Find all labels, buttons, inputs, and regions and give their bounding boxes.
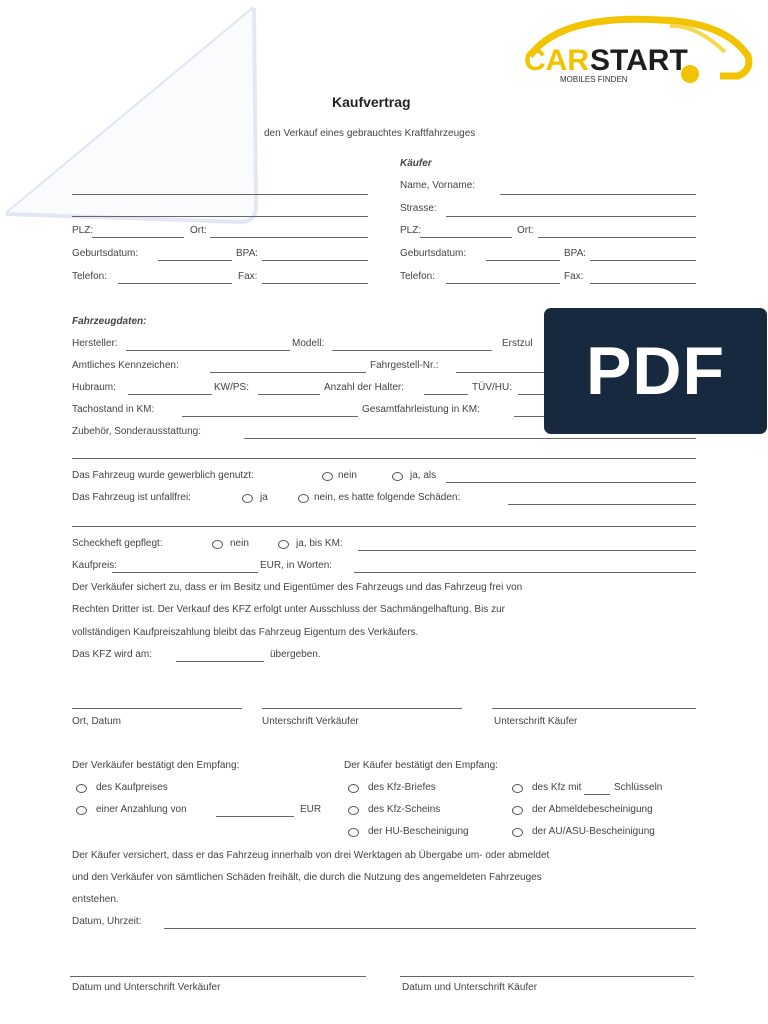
receipt-price-label: des Kaufpreises: [96, 782, 168, 793]
kw-label: KW/PS:: [214, 382, 250, 393]
accident-yes-label: ja: [260, 492, 268, 503]
seller-birth-label: Geburtsdatum:: [72, 248, 139, 259]
terms-line-3: vollständigen Kaufpreiszahlung bleibt das Fahrzeug Eigentum des Verkäufers.: [72, 627, 419, 638]
buyer-signature-label: Unterschrift Käufer: [494, 716, 578, 727]
first-reg-label: Erstzul: [502, 338, 533, 349]
tuv-label: TÜV/HU:: [472, 382, 512, 393]
total-km-field[interactable]: [514, 416, 544, 417]
receipt-hu-checkbox[interactable]: [348, 828, 359, 837]
plate-label: Amtliches Kennzeichen:: [72, 360, 179, 371]
price-field[interactable]: [112, 572, 258, 573]
receipt-keys-label: des Kfz mit: [532, 782, 582, 793]
tuv-field[interactable]: [518, 394, 544, 395]
maker-field[interactable]: [126, 350, 290, 351]
buyer-name-label: Name, Vorname:: [400, 180, 476, 191]
buyer-birth-field[interactable]: [486, 260, 560, 261]
deposit-field[interactable]: [216, 816, 294, 817]
buyer-zip-field[interactable]: [420, 237, 512, 238]
service-yes-radio[interactable]: [278, 540, 289, 549]
final-buyer-signature-line[interactable]: [400, 976, 694, 977]
total-km-label: Gesamtfahrleistung in KM:: [362, 404, 480, 415]
seller-city-label: Ort:: [190, 225, 207, 236]
seller-fax-field[interactable]: [262, 283, 368, 284]
service-no-radio[interactable]: [212, 540, 223, 549]
final-seller-signature-label: Datum und Unterschrift Verkäufer: [72, 982, 221, 993]
commercial-question: Das Fahrzeug wurde gewerblich genutzt:: [72, 470, 254, 481]
damage-field-line2[interactable]: [72, 526, 696, 527]
receipt-abmelde-label: der Abmeldebescheinigung: [532, 804, 653, 815]
buyer-heading: Käufer: [400, 158, 432, 169]
receipt-schein-label: des Kfz-Scheins: [368, 804, 441, 815]
final-buyer-signature-label: Datum und Unterschrift Käufer: [402, 982, 538, 993]
accessories-field-line2[interactable]: [72, 458, 696, 459]
seller-confirms-heading: Der Verkäufer bestätigt den Empfang:: [72, 760, 240, 771]
logo-start-text: START: [590, 44, 688, 77]
logo-tagline: MOBILES FINDEN: [560, 75, 628, 84]
seller-birth-field[interactable]: [158, 260, 232, 261]
subtitle: den Verkauf eines gebrauchtes Kraftfahrzeuges: [264, 128, 476, 139]
seller-bpa-field[interactable]: [262, 260, 368, 261]
keys-count-field[interactable]: [584, 794, 610, 795]
buyer-confirms-heading: Der Käufer bestätigt den Empfang:: [344, 760, 498, 771]
receipt-hu-label: der HU-Bescheinigung: [368, 826, 469, 837]
commercial-no-radio[interactable]: [322, 472, 333, 481]
receipt-schein-checkbox[interactable]: [348, 806, 359, 815]
seller-city-field[interactable]: [210, 237, 368, 238]
accessories-label: Zubehör, Sonderausstattung:: [72, 426, 201, 437]
pdf-badge: PDF: [544, 308, 767, 434]
receipt-au-checkbox[interactable]: [512, 828, 523, 837]
handover-date-field[interactable]: [176, 661, 264, 662]
receipt-abmelde-checkbox[interactable]: [512, 806, 523, 815]
commercial-yes-radio[interactable]: [392, 472, 403, 481]
buyer-signature-line[interactable]: [492, 708, 696, 709]
assurance-line-1: Der Käufer versichert, dass er das Fahrzeug innerhalb von drei Werktagen ab Übergabe um- oder abmeldet: [72, 850, 550, 861]
chassis-label: Fahrgestell-Nr.:: [370, 360, 439, 371]
accident-yes-radio[interactable]: [242, 494, 253, 503]
accessories-field[interactable]: [244, 438, 696, 439]
terms-line-1: Der Verkäufer sichert zu, dass er im Besitz und Eigentümer des Fahrzeugs und das Fahrzeug frei von: [72, 582, 523, 593]
buyer-phone-label: Telefon:: [400, 271, 436, 282]
displacement-field[interactable]: [128, 394, 212, 395]
kw-field[interactable]: [258, 394, 320, 395]
buyer-phone-field[interactable]: [446, 283, 560, 284]
place-date-line[interactable]: [72, 708, 242, 709]
seller-signature-label: Unterschrift Verkäufer: [262, 716, 359, 727]
page-fold-overlay: [0, 0, 268, 226]
receipt-deposit-label: einer Anzahlung von: [96, 804, 187, 815]
datetime-field[interactable]: [164, 928, 696, 929]
final-seller-signature-line[interactable]: [70, 976, 366, 977]
seller-zip-field[interactable]: [92, 237, 184, 238]
receipt-deposit-checkbox[interactable]: [76, 806, 87, 815]
service-km-field[interactable]: [358, 550, 696, 551]
buyer-street-field[interactable]: [446, 216, 696, 217]
service-question: Scheckheft gepflegt:: [72, 538, 163, 549]
place-date-label: Ort, Datum: [72, 716, 121, 727]
accident-no-label: nein, es hatte folgende Schäden:: [314, 492, 461, 503]
receipt-price-checkbox[interactable]: [76, 784, 87, 793]
buyer-name-field[interactable]: [500, 194, 696, 195]
buyer-birth-label: Geburtsdatum:: [400, 248, 467, 259]
terms-line-2: Rechten Dritter ist. Der Verkauf des KFZ erfolgt unter Ausschluss der Sachmängelhaftung. Bis zur: [72, 604, 505, 615]
receipt-keys-checkbox[interactable]: [512, 784, 523, 793]
service-no-label: nein: [230, 538, 249, 549]
seller-bpa-label: BPA:: [236, 248, 259, 259]
assurance-line-3: entstehen.: [72, 894, 119, 905]
commercial-yes-label: ja, als: [410, 470, 437, 481]
buyer-bpa-field[interactable]: [590, 260, 696, 261]
seller-phone-label: Telefon:: [72, 271, 108, 282]
maker-label: Hersteller:: [72, 338, 118, 349]
model-label: Modell:: [292, 338, 325, 349]
price-label: Kaufpreis:: [72, 560, 118, 571]
handover-label: Das KFZ wird am:: [72, 649, 153, 660]
carstart-logo: [520, 12, 755, 92]
plate-field[interactable]: [210, 372, 366, 373]
seller-phone-field[interactable]: [118, 283, 232, 284]
page-title: Kaufvertrag: [332, 94, 411, 110]
buyer-fax-label: Fax:: [564, 271, 584, 282]
seller-fax-label: Fax:: [238, 271, 258, 282]
commercial-no-label: nein: [338, 470, 357, 481]
buyer-bpa-label: BPA:: [564, 248, 587, 259]
logo-car-text: CAR: [524, 44, 589, 77]
buyer-fax-field[interactable]: [590, 283, 696, 284]
accident-question: Das Fahrzeug ist unfallfrei:: [72, 492, 191, 503]
vehicle-heading: Fahrzeugdaten:: [72, 316, 147, 327]
owners-label: Anzahl der Halter:: [324, 382, 405, 393]
buyer-zip-label: PLZ:: [400, 225, 422, 236]
odometer-field[interactable]: [182, 416, 358, 417]
buyer-street-label: Strasse:: [400, 203, 437, 214]
receipt-brief-checkbox[interactable]: [348, 784, 359, 793]
buyer-city-field[interactable]: [538, 237, 696, 238]
damage-field[interactable]: [508, 504, 696, 505]
odometer-label: Tachostand in KM:: [72, 404, 155, 415]
chassis-field[interactable]: [456, 372, 544, 373]
seller-signature-line[interactable]: [262, 708, 462, 709]
buyer-city-label: Ort:: [517, 225, 534, 236]
receipt-au-label: der AU/ASU-Bescheinigung: [532, 826, 655, 837]
assurance-line-2: und den Verkäufer von sämtlichen Schäden freihält, die durch die Nutzung des angemeldeten Fahrzeuges: [72, 872, 542, 883]
seller-name-field[interactable]: [72, 194, 368, 195]
handover-post-label: übergeben.: [270, 649, 321, 660]
receipt-brief-label: des Kfz-Briefes: [368, 782, 436, 793]
commercial-as-field[interactable]: [446, 482, 696, 483]
owners-field[interactable]: [424, 394, 468, 395]
accident-no-radio[interactable]: [298, 494, 309, 503]
seller-zip-label: PLZ:: [72, 225, 94, 236]
receipt-deposit-eur: EUR: [300, 804, 322, 815]
seller-street-field[interactable]: [72, 216, 368, 217]
price-words-field[interactable]: [354, 572, 696, 573]
displacement-label: Hubraum:: [72, 382, 116, 393]
price-words-label: EUR, in Worten:: [260, 560, 333, 571]
datetime-label: Datum, Uhrzeit:: [72, 916, 142, 927]
model-field[interactable]: [332, 350, 492, 351]
receipt-keys-post-label: Schlüsseln: [614, 782, 663, 793]
service-yes-label: ja, bis KM:: [296, 538, 343, 549]
